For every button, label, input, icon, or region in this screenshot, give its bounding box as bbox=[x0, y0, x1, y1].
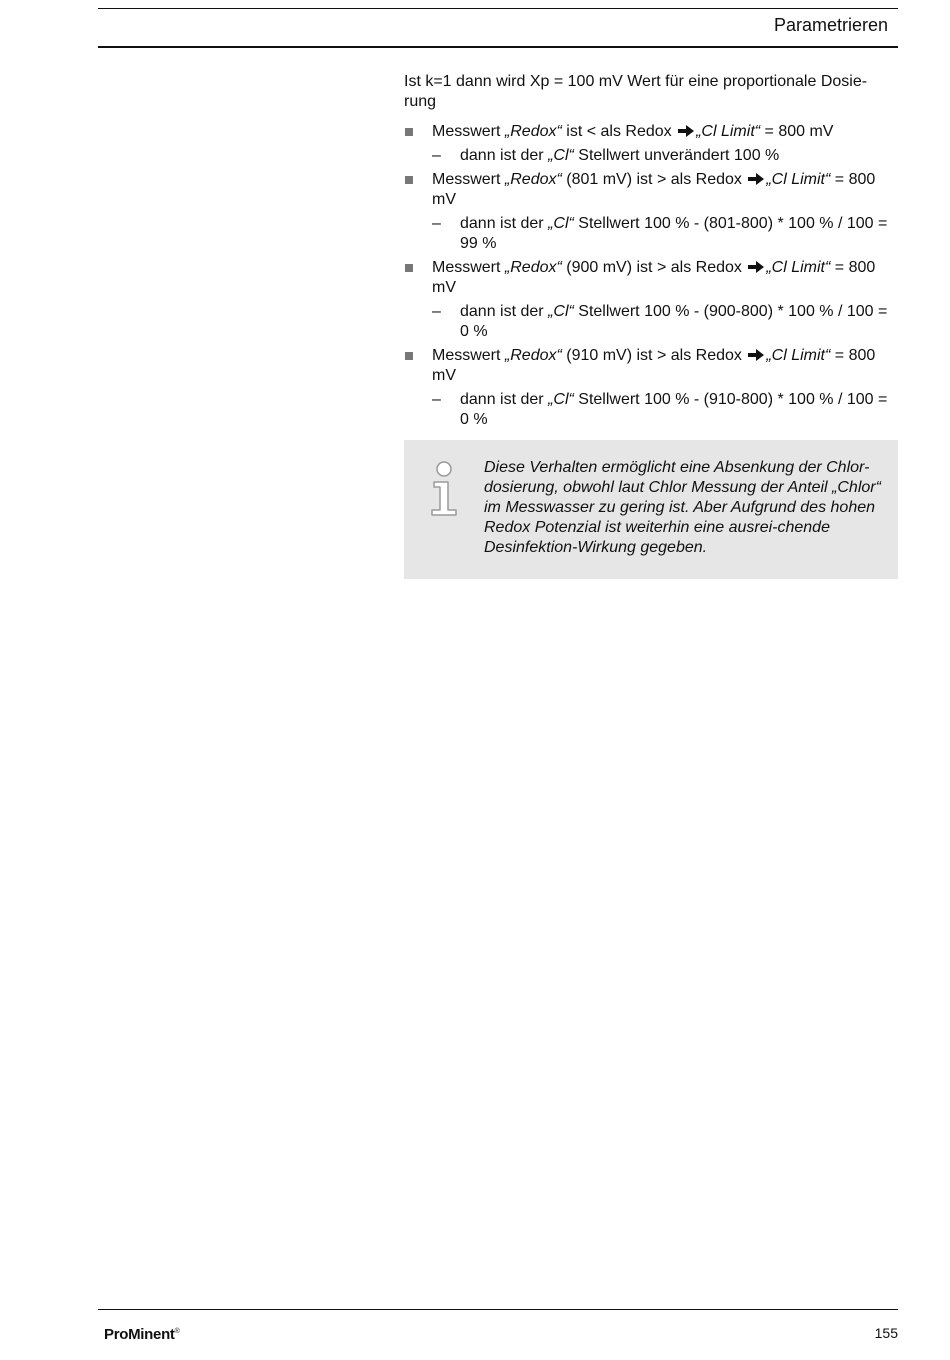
list-item bbox=[404, 346, 894, 386]
item-text: Messwert bbox=[432, 123, 505, 140]
arrow-right-icon bbox=[748, 261, 764, 273]
sub-item bbox=[404, 390, 894, 430]
square-bullet-icon bbox=[405, 264, 413, 272]
sub-result: Stellwert 100 % - (900-800) * 100 % / 100 = 0 % bbox=[460, 303, 888, 340]
prominent-logo bbox=[104, 1326, 180, 1343]
sub-term: „Cl“ bbox=[548, 215, 574, 232]
info-note-box bbox=[404, 440, 898, 579]
arrow-right-icon bbox=[748, 349, 764, 361]
sub-text: dann ist der bbox=[460, 303, 549, 320]
header-top-rule bbox=[98, 8, 898, 9]
note-text: Diese Verhalten ermöglicht eine Absenkung der Chlor-dosierung, obwohl laut Chlor Messung der Anteil „Chlor“ im Messwasser zu gering ist. Aber Aufgrund des hohen Redox Potenzial ist weiterhin eine ausrei-chende Desinfektion-Wirkung gegeben. bbox=[484, 459, 881, 556]
main-content bbox=[404, 72, 894, 430]
list-item bbox=[404, 258, 894, 298]
header-rule bbox=[98, 46, 898, 48]
sub-item bbox=[404, 146, 894, 166]
item-condition: ist < als Redox bbox=[561, 123, 677, 140]
item-term: „Redox“ bbox=[504, 347, 562, 364]
page-number: 155 bbox=[874, 1325, 898, 1341]
page-header-title: Parametrieren bbox=[773, 15, 888, 35]
intro-paragraph: Ist k=1 dann wird Xp = 100 mV Wert für eine proportionale Dosie-rung bbox=[404, 73, 868, 110]
limit-term: „Cl Limit“ bbox=[766, 347, 831, 364]
sub-term: „Cl“ bbox=[548, 303, 574, 320]
dash-marker: – bbox=[432, 215, 441, 232]
dash-marker: – bbox=[432, 391, 441, 408]
sub-term: „Cl“ bbox=[548, 147, 574, 164]
info-icon bbox=[428, 460, 460, 518]
item-term: „Redox“ bbox=[504, 171, 562, 188]
square-bullet-icon bbox=[405, 128, 413, 136]
item-condition: (801 mV) ist > als Redox bbox=[561, 171, 747, 188]
sub-term: „Cl“ bbox=[548, 391, 574, 408]
limit-value: = 800 mV bbox=[432, 171, 876, 208]
list-item bbox=[404, 122, 894, 142]
footer-rule bbox=[98, 1309, 898, 1310]
limit-value: = 800 mV bbox=[432, 259, 876, 296]
sub-result: Stellwert 100 % - (801-800) * 100 % / 100 = 99 % bbox=[460, 215, 888, 252]
arrow-right-icon bbox=[678, 125, 694, 137]
item-text: Messwert bbox=[432, 171, 505, 188]
limit-term: „Cl Limit“ bbox=[766, 171, 831, 188]
sub-result: Stellwert unverändert 100 % bbox=[573, 147, 780, 164]
square-bullet-icon bbox=[405, 176, 413, 184]
sub-text: dann ist der bbox=[460, 215, 549, 232]
logo-text: ProMinent bbox=[104, 1326, 175, 1343]
item-text: Messwert bbox=[432, 259, 505, 276]
sub-item bbox=[404, 214, 894, 254]
list-item bbox=[404, 170, 894, 210]
limit-term: „Cl Limit“ bbox=[696, 123, 761, 140]
arrow-right-icon bbox=[748, 173, 764, 185]
item-condition: (910 mV) ist > als Redox bbox=[561, 347, 747, 364]
sub-text: dann ist der bbox=[460, 147, 549, 164]
limit-value: = 800 mV bbox=[760, 123, 834, 140]
sub-result: Stellwert 100 % - (910-800) * 100 % / 100 = 0 % bbox=[460, 391, 888, 428]
sub-text: dann ist der bbox=[460, 391, 549, 408]
registered-mark: ® bbox=[174, 1328, 180, 1335]
square-bullet-icon bbox=[405, 352, 413, 360]
item-text: Messwert bbox=[432, 347, 505, 364]
item-term: „Redox“ bbox=[504, 123, 562, 140]
dash-marker: – bbox=[432, 147, 441, 164]
limit-value: = 800 mV bbox=[432, 347, 876, 384]
dash-marker: – bbox=[432, 303, 441, 320]
item-condition: (900 mV) ist > als Redox bbox=[561, 259, 747, 276]
sub-item bbox=[404, 302, 894, 342]
item-term: „Redox“ bbox=[504, 259, 562, 276]
limit-term: „Cl Limit“ bbox=[766, 259, 831, 276]
